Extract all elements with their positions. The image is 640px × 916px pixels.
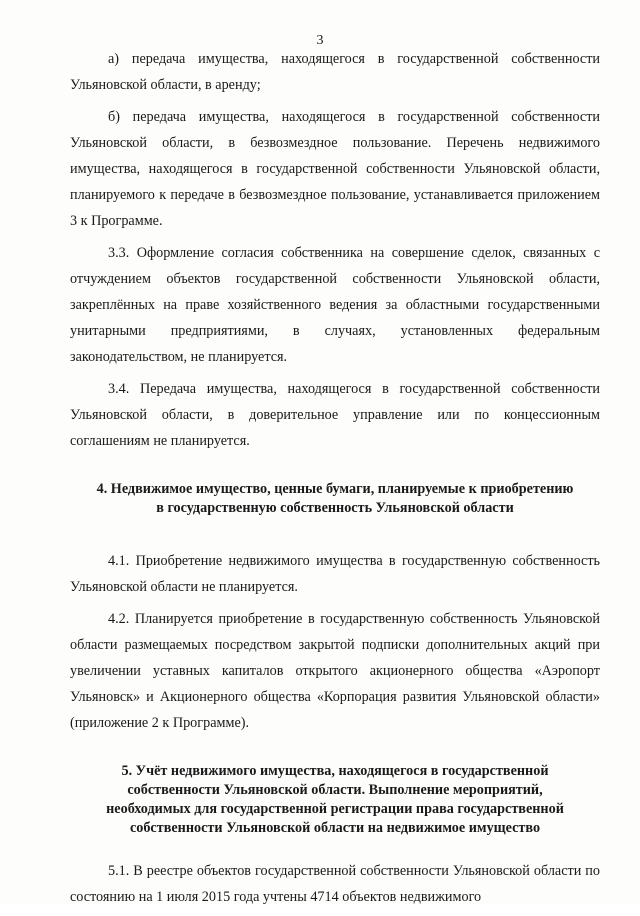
section-4-heading-line1: 4. Недвижимое имущество, ценные бумаги, планируемые к приобретению — [96, 481, 574, 497]
paragraph-4-1: 4.1. Приобретение недвижимого имущества в государственную собственность Ульяновской области не планируется. — [70, 553, 600, 595]
section-5-heading-line1: 5. Учёт недвижимого имущества, находящегося в государственной — [121, 763, 549, 779]
section-5-heading-line2: собственности Ульяновской области. Выполнение мероприятий, — [127, 782, 543, 798]
section-5-heading-line4: собственности Ульяновской области на недвижимое имущество — [129, 820, 541, 836]
paragraph-3-2-b: б) передача имущества, находящегося в государственной собственности Ульяновской области, в безвозмездное пользование. Перечень недвижимого имущества, находящегося в государственной собственности Ульяновской области, планируемого к передаче в безвозмездное пользование, устанавливается приложением 3 к Программе. — [70, 109, 600, 229]
document-body — [70, 46, 600, 916]
paragraph-3-3: 3.3. Оформление согласия собственника на совершение сделок, связанных с отчуждением объектов государственной собственности Ульяновской области, закреплённых на праве хозяйственного ведения за областными государственными унитарными предприятиями, в случаях, установленных федеральным законодательством, не планируется. — [70, 245, 600, 365]
section-5-heading-line3: необходимых для государственной регистрации права государственной — [106, 801, 564, 817]
section-4-heading-line2: в государственную собственность Ульяновской области — [156, 500, 514, 516]
paragraph-4-2: 4.2. Планируется приобретение в государственную собственность Ульяновской области размещаемых посредством закрытой подписки дополнительных акций при увеличении уставных капиталов открытого акционерного общества «Аэропорт Ульяновск» и Акционерного общества «Корпорация развития Ульяновской области» (приложение 2 к Программе). — [70, 611, 600, 731]
paragraph-3-2-a: а) передача имущества, находящегося в государственной собственности Ульяновской области, в аренду; — [70, 51, 600, 93]
page-number: 3 — [316, 33, 324, 48]
section-4-heading — [70, 480, 600, 518]
paragraph-3-4: 3.4. Передача имущества, находящегося в государственной собственности Ульяновской области, в доверительное управление или по концессионным соглашениям не планируется. — [70, 381, 600, 449]
section-5-heading — [70, 762, 600, 838]
paragraph-5-1: 5.1. В реестре объектов государственной собственности Ульяновской области по состоянию на 1 июля 2015 года учтены 4714 объектов недвижимого — [70, 863, 600, 905]
